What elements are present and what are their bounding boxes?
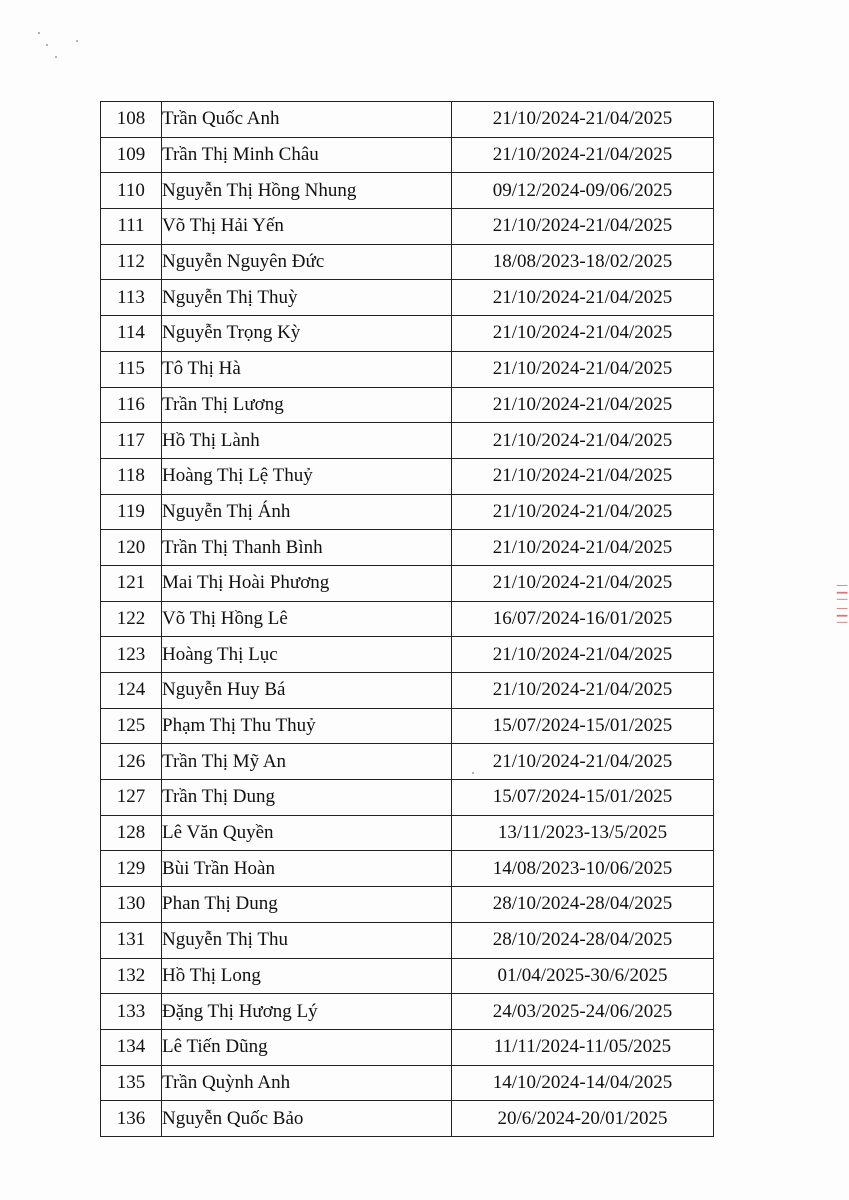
period-cell: 21/10/2024-21/04/2025 — [452, 494, 714, 530]
table-row — [101, 815, 714, 851]
table-row — [101, 922, 714, 958]
table-row — [101, 316, 714, 352]
name-cell: Võ Thị Hải Yến — [162, 209, 452, 245]
row-number-cell: 110 — [101, 173, 162, 209]
row-number-cell: 131 — [101, 922, 162, 958]
name-cell: Hoàng Thị Lệ Thuỷ — [162, 458, 452, 494]
period-cell: 21/10/2024-21/04/2025 — [452, 280, 714, 316]
row-number-cell: 125 — [101, 708, 162, 744]
table-row — [101, 387, 714, 423]
margin-stamp-mark: ▏▎▏ ▏▎▏ — [837, 585, 847, 629]
period-cell: 13/11/2023-13/5/2025 — [452, 815, 714, 851]
name-cell: Hoàng Thị Lục — [162, 637, 452, 673]
table-row — [101, 601, 714, 637]
table-row — [101, 1065, 714, 1101]
name-cell: Võ Thị Hồng Lê — [162, 601, 452, 637]
table-row — [101, 1101, 714, 1137]
table-row — [101, 209, 714, 245]
row-number-cell: 128 — [101, 815, 162, 851]
roster-table-body — [101, 102, 714, 1137]
row-number-cell: 130 — [101, 887, 162, 923]
table-row — [101, 137, 714, 173]
period-cell: 21/10/2024-21/04/2025 — [452, 744, 714, 780]
table-row — [101, 780, 714, 816]
table-row — [101, 280, 714, 316]
row-number-cell: 119 — [101, 494, 162, 530]
name-cell: Nguyễn Thị Thu — [162, 922, 452, 958]
table-row — [101, 565, 714, 601]
table-row — [101, 958, 714, 994]
name-cell: Tô Thị Hà — [162, 351, 452, 387]
scan-speck — [46, 44, 48, 46]
period-cell: 21/10/2024-21/04/2025 — [452, 673, 714, 709]
row-number-cell: 115 — [101, 351, 162, 387]
name-cell: Lê Tiến Dũng — [162, 1029, 452, 1065]
period-cell: 14/10/2024-14/04/2025 — [452, 1065, 714, 1101]
scan-speck — [38, 32, 40, 34]
name-cell: Bùi Trần Hoàn — [162, 851, 452, 887]
period-cell: 16/07/2024-16/01/2025 — [452, 601, 714, 637]
table-row — [101, 173, 714, 209]
period-cell: 21/10/2024-21/04/2025 — [452, 209, 714, 245]
row-number-cell: 122 — [101, 601, 162, 637]
period-cell: 18/08/2023-18/02/2025 — [452, 244, 714, 280]
name-cell: Hồ Thị Long — [162, 958, 452, 994]
table-row — [101, 458, 714, 494]
name-cell: Đặng Thị Hương Lý — [162, 994, 452, 1030]
table-row — [101, 351, 714, 387]
name-cell: Trần Thị Mỹ An — [162, 744, 452, 780]
row-number-cell: 133 — [101, 994, 162, 1030]
row-number-cell: 118 — [101, 458, 162, 494]
row-number-cell: 134 — [101, 1029, 162, 1065]
row-number-cell: 112 — [101, 244, 162, 280]
name-cell: Nguyễn Quốc Bảo — [162, 1101, 452, 1137]
row-number-cell: 120 — [101, 530, 162, 566]
row-number-cell: 109 — [101, 137, 162, 173]
row-number-cell: 123 — [101, 637, 162, 673]
row-number-cell: 114 — [101, 316, 162, 352]
name-cell: Mai Thị Hoài Phương — [162, 565, 452, 601]
table-row — [101, 102, 714, 138]
table-row — [101, 637, 714, 673]
table-row — [101, 530, 714, 566]
table-row — [101, 994, 714, 1030]
row-number-cell: 126 — [101, 744, 162, 780]
period-cell: 14/08/2023-10/06/2025 — [452, 851, 714, 887]
name-cell: Trần Thị Thanh Bình — [162, 530, 452, 566]
name-cell: Phan Thị Dung — [162, 887, 452, 923]
row-number-cell: 132 — [101, 958, 162, 994]
name-cell: Trần Thị Dung — [162, 780, 452, 816]
name-cell: Nguyễn Thị Thuỳ — [162, 280, 452, 316]
row-number-cell: 108 — [101, 102, 162, 138]
name-cell: Trần Quỳnh Anh — [162, 1065, 452, 1101]
row-number-cell: 124 — [101, 673, 162, 709]
table-row — [101, 494, 714, 530]
period-cell: 21/10/2024-21/04/2025 — [452, 102, 714, 138]
table-row — [101, 673, 714, 709]
table-row — [101, 744, 714, 780]
period-cell: 21/10/2024-21/04/2025 — [452, 458, 714, 494]
row-number-cell: 116 — [101, 387, 162, 423]
period-cell: 15/07/2024-15/01/2025 — [452, 780, 714, 816]
row-number-cell: 113 — [101, 280, 162, 316]
scan-speck — [76, 40, 78, 42]
period-cell: 21/10/2024-21/04/2025 — [452, 137, 714, 173]
row-number-cell: 129 — [101, 851, 162, 887]
row-number-cell: 127 — [101, 780, 162, 816]
period-cell: 20/6/2024-20/01/2025 — [452, 1101, 714, 1137]
table-row — [101, 851, 714, 887]
period-cell: 21/10/2024-21/04/2025 — [452, 530, 714, 566]
name-cell: Nguyễn Huy Bá — [162, 673, 452, 709]
roster-table — [100, 101, 714, 1137]
name-cell: Nguyễn Nguyên Đức — [162, 244, 452, 280]
table-row — [101, 244, 714, 280]
scan-speck — [55, 56, 57, 58]
period-cell: 01/04/2025-30/6/2025 — [452, 958, 714, 994]
name-cell: Hồ Thị Lành — [162, 423, 452, 459]
name-cell: Lê Văn Quyền — [162, 815, 452, 851]
table-row — [101, 708, 714, 744]
table-row — [101, 1029, 714, 1065]
period-cell: 21/10/2024-21/04/2025 — [452, 637, 714, 673]
period-cell: 09/12/2024-09/06/2025 — [452, 173, 714, 209]
period-cell: 21/10/2024-21/04/2025 — [452, 316, 714, 352]
period-cell: 28/10/2024-28/04/2025 — [452, 887, 714, 923]
row-number-cell: 135 — [101, 1065, 162, 1101]
row-number-cell: 117 — [101, 423, 162, 459]
name-cell: Trần Quốc Anh — [162, 102, 452, 138]
period-cell: 11/11/2024-11/05/2025 — [452, 1029, 714, 1065]
row-number-cell: 121 — [101, 565, 162, 601]
period-cell: 24/03/2025-24/06/2025 — [452, 994, 714, 1030]
name-cell: Nguyễn Thị Hồng Nhung — [162, 173, 452, 209]
table-row — [101, 887, 714, 923]
period-cell: 21/10/2024-21/04/2025 — [452, 351, 714, 387]
name-cell: Trần Thị Minh Châu — [162, 137, 452, 173]
period-cell: 21/10/2024-21/04/2025 — [452, 423, 714, 459]
table-row — [101, 423, 714, 459]
name-cell: Nguyễn Trọng Kỳ — [162, 316, 452, 352]
row-number-cell: 111 — [101, 209, 162, 245]
name-cell: Nguyễn Thị Ánh — [162, 494, 452, 530]
name-cell: Phạm Thị Thu Thuỷ — [162, 708, 452, 744]
period-cell: 15/07/2024-15/01/2025 — [452, 708, 714, 744]
period-cell: 21/10/2024-21/04/2025 — [452, 387, 714, 423]
period-cell: 28/10/2024-28/04/2025 — [452, 922, 714, 958]
name-cell: Trần Thị Lương — [162, 387, 452, 423]
period-cell: 21/10/2024-21/04/2025 — [452, 565, 714, 601]
row-number-cell: 136 — [101, 1101, 162, 1137]
